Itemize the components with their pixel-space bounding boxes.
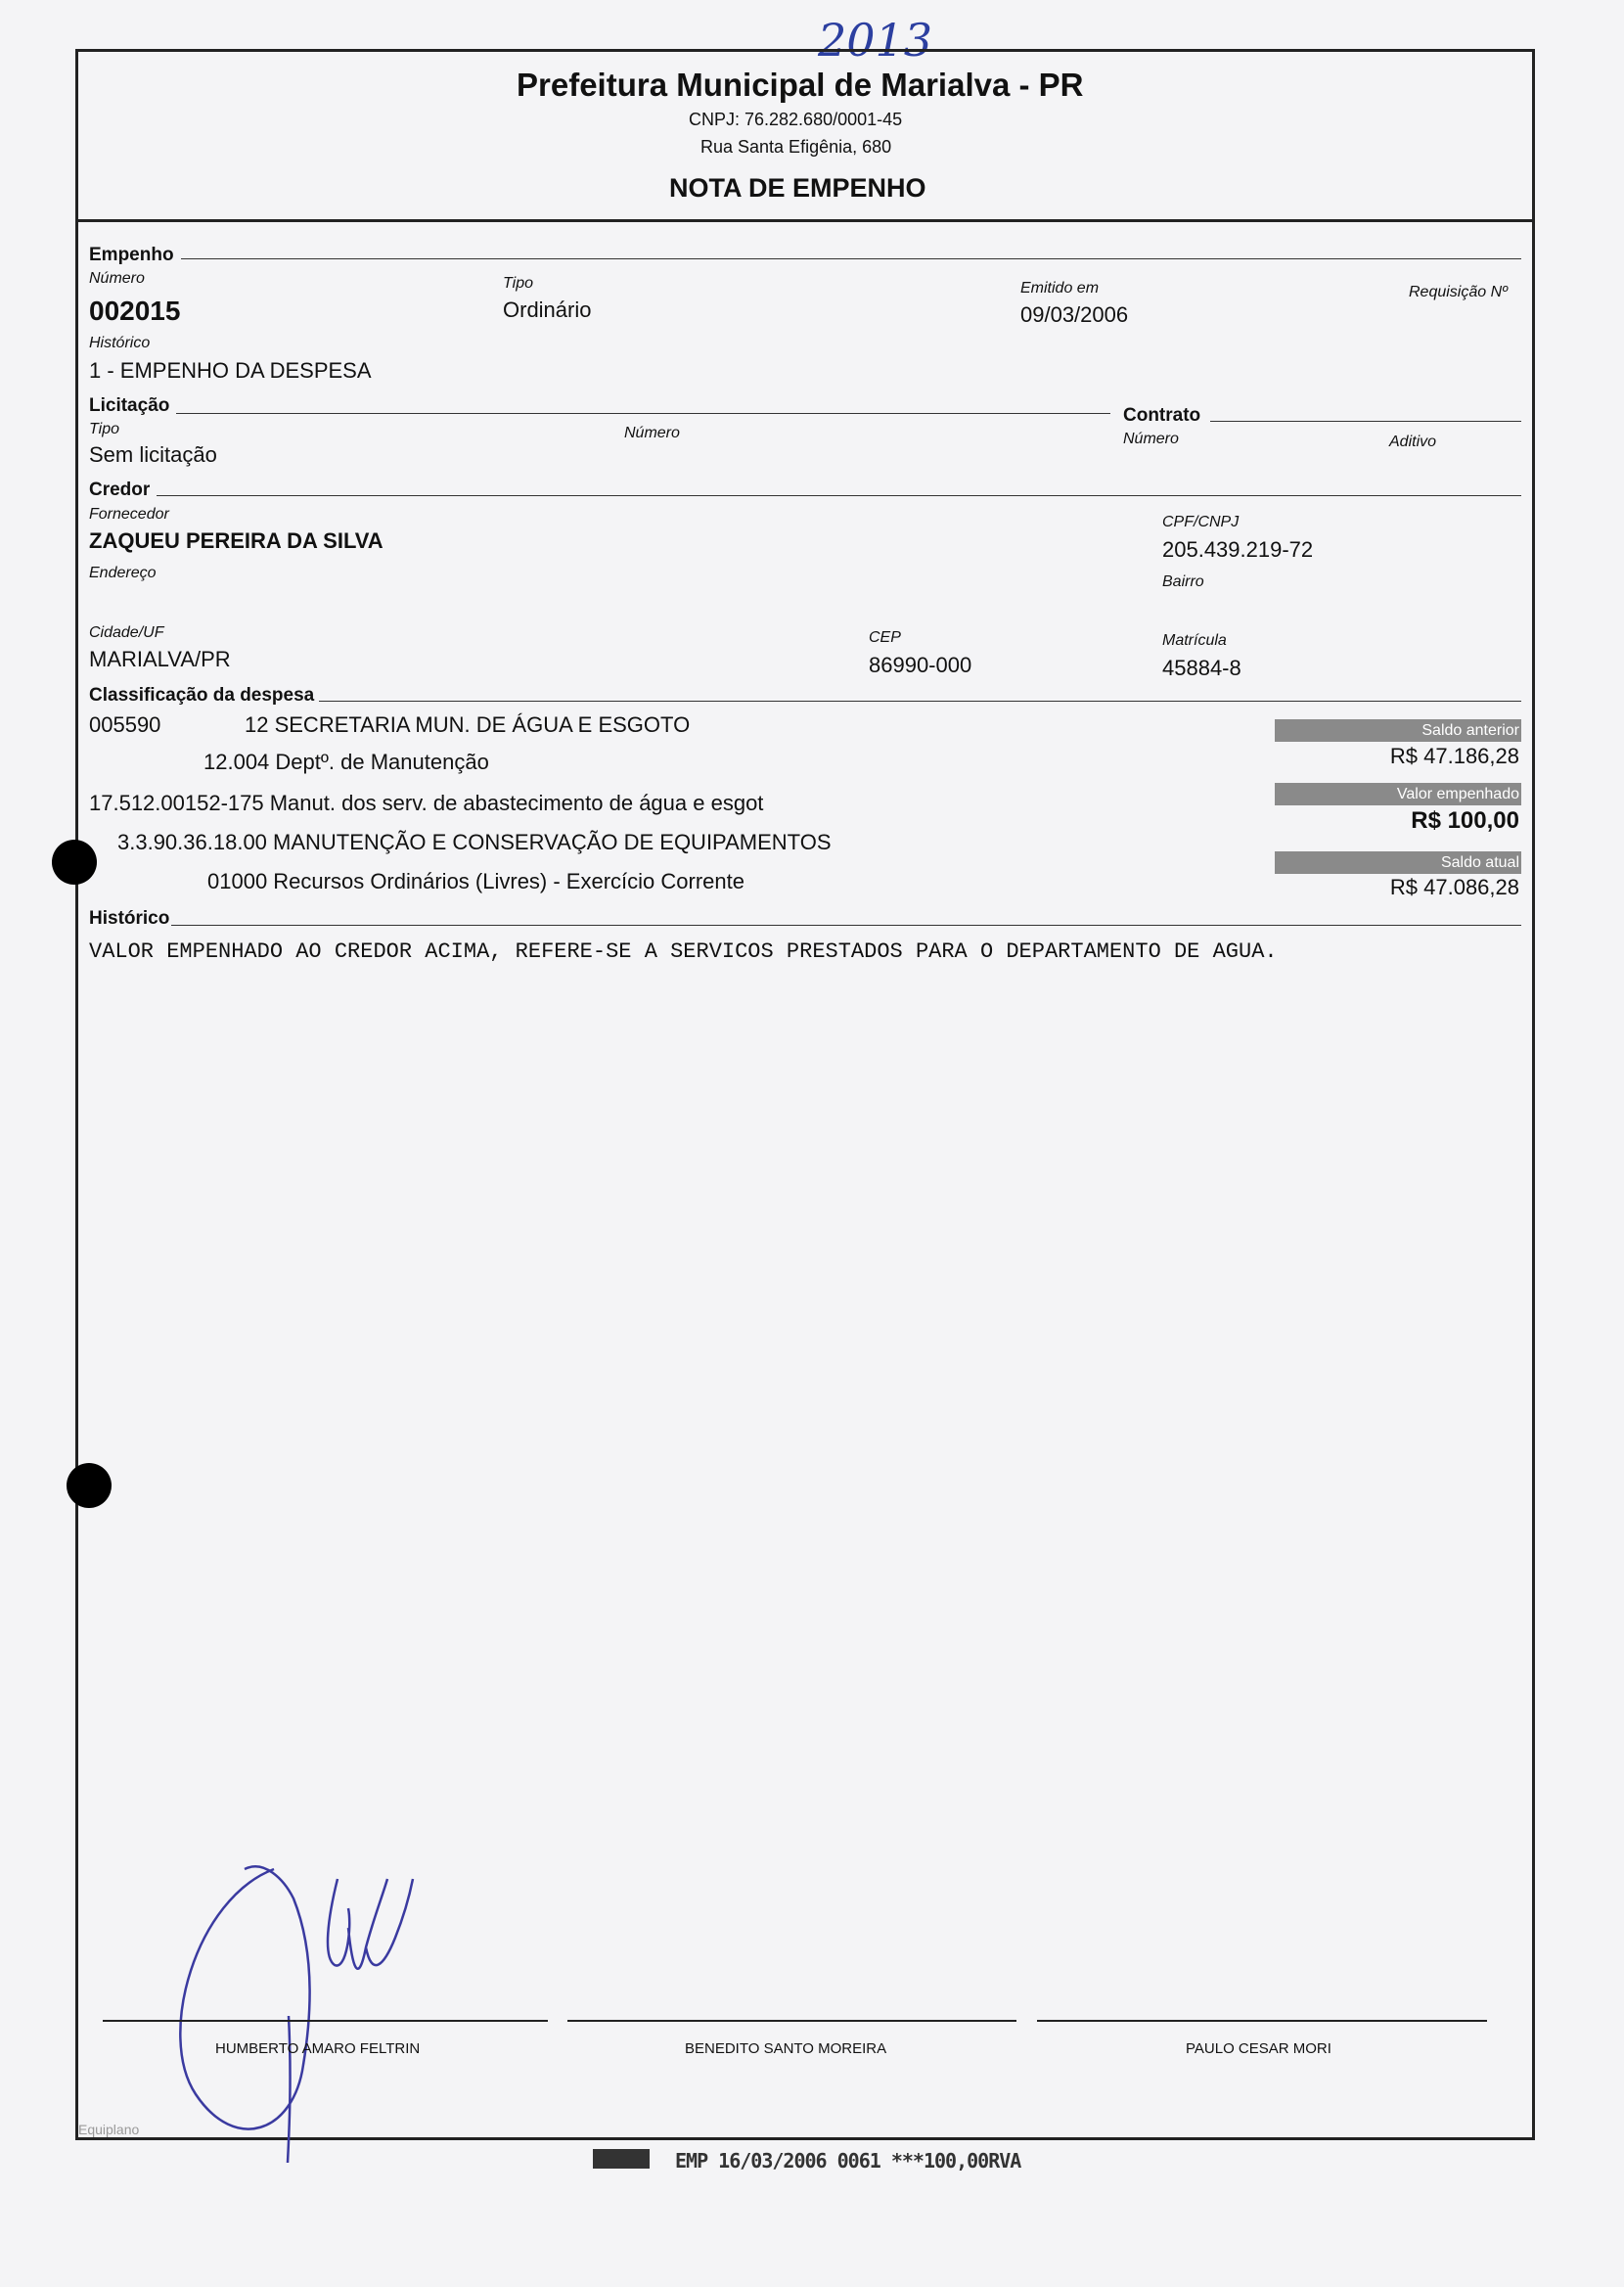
empenho-tipo-label: Tipo xyxy=(503,275,533,292)
licitacao-numero-label: Número xyxy=(624,425,680,441)
signature-name-1: HUMBERTO AMARO FELTRIN xyxy=(215,2040,421,2057)
credor-cep-label: CEP xyxy=(869,629,901,646)
saldo-anterior-bar: Saldo anterior xyxy=(1275,719,1521,742)
historico-text: VALOR EMPENHADO AO CREDOR ACIMA, REFERE-SE A SERVICOS PRESTADOS PARA O DEPARTAMENTO DE AGUA. xyxy=(89,939,1278,964)
header-title: Prefeitura Municipal de Marialva - PR xyxy=(517,67,1084,103)
credor-section-label: Credor xyxy=(89,480,151,500)
classificacao-rule xyxy=(319,701,1521,702)
classificacao-section-label: Classificação da despesa xyxy=(89,685,315,706)
credor-cpf-label: CPF/CNPJ xyxy=(1162,514,1240,530)
header-address: Rua Santa Efigênia, 680 xyxy=(700,137,892,157)
credor-cidade-label: Cidade/UF xyxy=(89,624,164,641)
empenho-historico: 1 - EMPENHO DA DESPESA xyxy=(89,358,372,383)
licitacao-tipo: Sem licitação xyxy=(89,442,217,467)
classificacao-line2: 12.004 Deptº. de Manutenção xyxy=(203,750,489,774)
credor-cidade: MARIALVA/PR xyxy=(89,647,231,671)
signature-line-3 xyxy=(1037,2020,1487,2022)
licitacao-rule xyxy=(176,413,1110,414)
signature-scribble xyxy=(157,1840,430,2163)
licitacao-section-label: Licitação xyxy=(89,395,170,416)
header-divider xyxy=(75,219,1535,222)
valor-empenhado-value: R$ 100,00 xyxy=(1411,807,1519,834)
credor-fornecedor: ZAQUEU PEREIRA DA SILVA xyxy=(89,528,383,553)
saldo-anterior-value: R$ 47.186,28 xyxy=(1389,744,1519,768)
contrato-section-label: Contrato xyxy=(1123,405,1201,426)
credor-bairro-label: Bairro xyxy=(1162,573,1204,590)
historico-rule xyxy=(171,925,1521,926)
header-cnpj: CNPJ: 76.282.680/0001-45 xyxy=(689,110,903,129)
hole-punch-bottom xyxy=(67,1463,112,1508)
licitacao-tipo-label: Tipo xyxy=(89,421,119,437)
historico-section-label: Histórico xyxy=(89,908,170,929)
classificacao-line3: 17.512.00152-175 Manut. dos serv. de abastecimento de água e esgot xyxy=(89,791,764,815)
valor-empenhado-bar: Valor empenhado xyxy=(1275,783,1521,805)
signature-line-2 xyxy=(567,2020,1016,2022)
empenho-numero: 002015 xyxy=(89,296,181,326)
empenho-numero-label: Número xyxy=(89,270,145,287)
classificacao-line4: 3.3.90.36.18.00 MANUTENÇÃO E CONSERVAÇÃO DE EQUIPAMENTOS xyxy=(117,830,832,854)
credor-cep: 86990-000 xyxy=(869,653,972,677)
empenho-section-label: Empenho xyxy=(89,245,174,265)
footer-stamp-logo xyxy=(593,2149,650,2169)
signature-name-3: PAULO CESAR MORI xyxy=(1186,2040,1331,2057)
credor-endereco-label: Endereço xyxy=(89,565,157,581)
saldo-atual-value: R$ 47.086,28 xyxy=(1389,875,1519,899)
signature-line-1 xyxy=(103,2020,548,2022)
contrato-rule xyxy=(1210,421,1521,422)
contrato-aditivo-label: Aditivo xyxy=(1389,434,1437,450)
empenho-requisicao-label: Requisição Nº xyxy=(1409,284,1508,300)
signature-name-2: BENEDITO SANTO MOREIRA xyxy=(685,2040,887,2057)
footer-stamp: EMP 16/03/2006 0061 ***100,00RVA xyxy=(675,2149,1021,2173)
contrato-numero-label: Número xyxy=(1123,431,1179,447)
classificacao-line5: 01000 Recursos Ordinários (Livres) - Exercício Corrente xyxy=(207,869,744,893)
handwritten-year: 2013 xyxy=(818,14,933,67)
classificacao-line1: 12 SECRETARIA MUN. DE ÁGUA E ESGOTO xyxy=(245,712,691,737)
empenho-emitido: 09/03/2006 xyxy=(1020,302,1129,327)
hole-punch-top xyxy=(52,840,97,885)
empenho-rule xyxy=(181,258,1521,259)
credor-cpf: 205.439.219-72 xyxy=(1162,537,1314,562)
saldo-atual-bar: Saldo atual xyxy=(1275,851,1521,874)
credor-matricula-label: Matrícula xyxy=(1162,632,1227,649)
classificacao-code: 005590 xyxy=(89,712,161,737)
empenho-emitido-label: Emitido em xyxy=(1020,280,1100,297)
document-title: NOTA DE EMPENHO xyxy=(669,173,926,203)
empenho-tipo: Ordinário xyxy=(503,297,592,322)
credor-matricula: 45884-8 xyxy=(1162,656,1241,680)
credor-rule xyxy=(157,495,1521,496)
credor-fornecedor-label: Fornecedor xyxy=(89,506,169,523)
empenho-historico-label: Histórico xyxy=(89,335,151,351)
footer-brand: Equiplano xyxy=(78,2122,140,2137)
